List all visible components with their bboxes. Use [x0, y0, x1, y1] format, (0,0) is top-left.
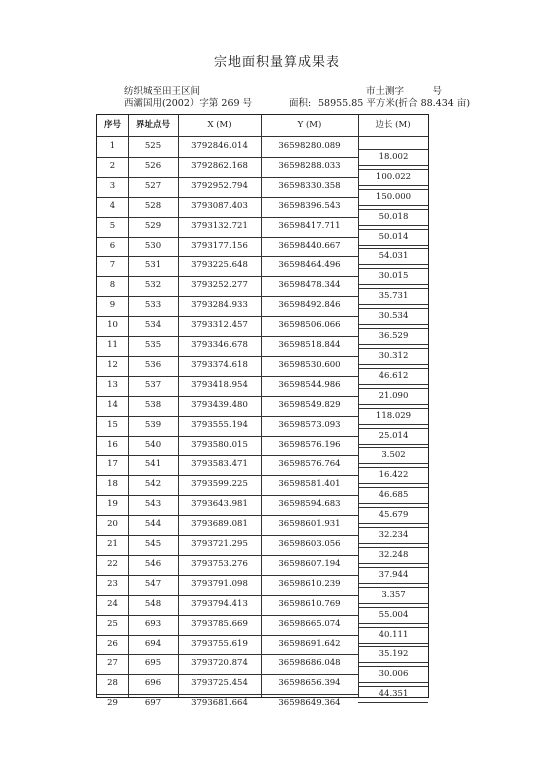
row-divider	[97, 654, 358, 655]
edge-length: 40.111	[378, 629, 409, 640]
edge-length: 32.234	[378, 530, 409, 540]
row-divider	[97, 436, 358, 437]
row-y: 36598601.931	[278, 519, 341, 530]
row-x: 3793225.648	[191, 260, 248, 271]
edge-length: 46.685	[378, 490, 409, 501]
edge-length: 150.000	[375, 191, 412, 202]
edge-length: 30.312	[378, 350, 409, 361]
edge-box-line	[358, 503, 428, 504]
edge-box-line	[358, 424, 428, 425]
edge-length: 50.018	[378, 211, 409, 222]
owner-name: 纺织城至田王区间	[124, 86, 201, 97]
row-seq: 1	[109, 141, 116, 151]
row-divider	[97, 455, 358, 456]
row-y: 36598506.066	[278, 320, 341, 331]
row-seq: 2	[109, 160, 116, 171]
row-y: 36598607.194	[278, 558, 341, 569]
row-seq: 8	[109, 280, 116, 291]
edge-length: 37.944	[378, 569, 409, 580]
edge-length: 45.679	[378, 510, 409, 521]
edge-length: 30.534	[378, 311, 409, 322]
edge-length: 118.029	[375, 410, 412, 421]
edge-length: 16.422	[378, 470, 409, 481]
row-seq: 19	[107, 499, 118, 510]
edge-box-line	[358, 205, 428, 206]
row-y: 36598518.844	[278, 340, 341, 350]
row-x: 3793284.933	[191, 300, 248, 311]
row-seq: 27	[107, 658, 118, 669]
edge-box-line	[358, 702, 428, 703]
row-x: 3793346.678	[191, 340, 248, 350]
edge-box-line	[358, 245, 428, 246]
edge-box-line	[358, 662, 428, 663]
row-x: 3793374.618	[191, 359, 248, 370]
row-y: 36598665.074	[278, 618, 341, 629]
row-point: 541	[144, 459, 162, 470]
row-x: 3793721.295	[191, 539, 248, 549]
row-divider	[97, 495, 358, 496]
row-point: 535	[144, 340, 162, 350]
edge-length: 55.004	[378, 609, 409, 620]
edge-length: 50.014	[378, 231, 409, 242]
row-x: 3792846.014	[191, 141, 248, 151]
edge-length: 35.192	[378, 649, 409, 660]
header-y: Y (M)	[297, 120, 322, 130]
edge-box-line	[358, 284, 428, 285]
row-point: 697	[144, 698, 162, 709]
row-point: 537	[144, 379, 162, 390]
edge-length: 36.529	[378, 331, 409, 341]
row-point: 548	[144, 598, 162, 609]
row-divider	[97, 635, 358, 636]
row-point: 525	[144, 141, 162, 151]
area-value: 58955.85 平方米(折合 88.434 亩)	[318, 98, 471, 109]
row-y: 36598288.033	[278, 160, 341, 171]
area-label: 面积:	[289, 98, 312, 109]
row-divider	[97, 197, 358, 198]
row-divider	[97, 276, 358, 277]
row-divider	[97, 674, 358, 675]
row-seq: 4	[109, 200, 116, 211]
row-y: 36598649.364	[278, 698, 341, 709]
row-divider	[97, 376, 358, 377]
row-y: 36598478.344	[278, 280, 341, 291]
row-divider	[97, 296, 358, 297]
row-divider	[97, 157, 358, 158]
row-y: 36598280.089	[278, 141, 341, 151]
row-x: 3793580.015	[191, 439, 248, 450]
row-seq: 21	[107, 539, 118, 549]
row-y: 36598581.401	[278, 479, 341, 490]
row-x: 3793794.413	[191, 598, 248, 609]
row-x: 3793177.156	[191, 240, 248, 251]
row-seq: 23	[107, 578, 118, 589]
row-seq: 14	[107, 399, 118, 410]
row-y: 36598594.683	[278, 499, 341, 510]
row-divider	[97, 316, 358, 317]
header-point: 界址点号	[135, 120, 170, 130]
row-seq: 10	[107, 320, 118, 331]
row-y: 36598603.056	[278, 539, 341, 549]
row-seq: 25	[107, 618, 118, 629]
row-y: 36598440.667	[278, 240, 341, 251]
row-seq: 5	[109, 220, 116, 231]
document-title: 宗地面积量算成果表	[213, 55, 340, 70]
row-x: 3793720.874	[191, 658, 248, 669]
row-point: 526	[144, 160, 162, 171]
edge-length: 18.002	[378, 151, 409, 162]
row-x: 3793439.480	[191, 399, 248, 410]
edge-length: 54.031	[378, 251, 409, 262]
row-divider	[97, 535, 358, 536]
row-point: 543	[144, 499, 162, 510]
row-seq: 16	[107, 439, 118, 450]
edge-box-line	[358, 563, 428, 564]
row-point: 694	[144, 638, 162, 649]
row-point: 693	[144, 618, 162, 629]
row-x: 3793555.194	[191, 419, 248, 430]
row-y: 36598610.239	[278, 578, 341, 589]
row-divider	[97, 416, 358, 417]
row-x: 3793087.403	[191, 200, 248, 211]
row-y: 36598530.600	[278, 359, 341, 370]
row-x: 3793418.954	[191, 379, 248, 390]
survey-number: 市土测字 号	[366, 86, 443, 97]
edge-box-line	[358, 603, 428, 604]
row-seq: 13	[107, 379, 118, 390]
header-edge: 边长 (M)	[375, 120, 411, 130]
row-point: 540	[144, 439, 162, 450]
edge-length: 35.731	[378, 291, 409, 302]
row-x: 3793583.471	[191, 459, 248, 470]
row-x: 3793312.457	[191, 320, 248, 331]
edge-box-line	[358, 344, 428, 345]
row-divider	[97, 615, 358, 616]
edge-length: 44.351	[378, 689, 409, 700]
row-seq: 22	[107, 558, 118, 569]
row-seq: 9	[109, 300, 116, 311]
edge-box-line	[358, 185, 428, 186]
edge-box-line	[358, 444, 428, 445]
edge-box-line	[358, 543, 428, 544]
row-point: 545	[144, 539, 162, 549]
row-x: 3793252.277	[191, 280, 248, 291]
row-y: 36598464.496	[278, 260, 341, 271]
row-divider	[97, 396, 358, 397]
row-point: 542	[144, 479, 162, 490]
row-seq: 26	[107, 638, 118, 649]
edge-length: 3.502	[381, 450, 406, 461]
row-y: 36598576.196	[278, 439, 341, 450]
row-x: 3793755.619	[191, 638, 248, 649]
row-seq: 11	[107, 340, 118, 350]
row-point: 527	[144, 180, 162, 191]
row-divider	[97, 217, 358, 218]
row-point: 529	[144, 220, 162, 231]
row-point: 534	[144, 320, 162, 331]
edge-box-line	[358, 324, 428, 325]
row-seq: 15	[107, 419, 118, 430]
edge-length: 3.357	[381, 589, 406, 600]
edge-length: 30.006	[378, 669, 409, 680]
edge-length: 100.022	[375, 171, 412, 182]
row-seq: 17	[107, 459, 118, 470]
row-divider	[97, 237, 358, 238]
row-point: 530	[144, 240, 162, 251]
row-point: 532	[144, 280, 162, 291]
row-y: 36598576.764	[278, 459, 341, 470]
edge-length: 46.612	[378, 370, 409, 381]
edge-box-line	[358, 643, 428, 644]
row-x: 3793132.721	[191, 220, 248, 231]
edge-box-line	[358, 264, 428, 265]
edge-box-line	[358, 225, 428, 226]
row-point: 539	[144, 419, 162, 430]
row-seq: 7	[109, 260, 116, 271]
row-y: 36598330.358	[278, 180, 341, 191]
edge-box-line	[358, 682, 428, 683]
header-x: X (M)	[207, 120, 232, 130]
row-x: 3793753.276	[191, 558, 248, 569]
row-x: 3793791.098	[191, 578, 248, 589]
row-x: 3793785.669	[191, 618, 248, 629]
coordinate-table	[96, 114, 429, 709]
row-y: 36598573.093	[278, 419, 341, 430]
row-point: 547	[144, 578, 162, 589]
row-point: 538	[144, 399, 162, 410]
row-divider	[97, 336, 358, 337]
row-y: 36598544.986	[278, 379, 341, 390]
edge-box-line	[358, 623, 428, 624]
row-x: 3792862.168	[191, 160, 248, 171]
row-seq: 28	[107, 678, 118, 689]
row-point: 695	[144, 658, 162, 669]
row-point: 544	[144, 519, 162, 530]
edge-box-line	[358, 384, 428, 385]
row-y: 36598656.394	[278, 678, 341, 689]
row-x: 3793689.081	[191, 519, 248, 530]
edge-box-line	[358, 583, 428, 584]
header-seq: 序号	[103, 120, 121, 130]
row-y: 36598492.846	[278, 300, 341, 311]
edge-box-line	[358, 364, 428, 365]
row-point: 546	[144, 558, 162, 569]
row-y: 36598686.048	[278, 658, 341, 669]
edge-box-line	[358, 483, 428, 484]
row-seq: 12	[107, 359, 118, 370]
row-divider	[97, 595, 358, 596]
edge-box-line	[358, 404, 428, 405]
row-seq: 6	[109, 240, 116, 251]
row-y: 36598417.711	[278, 220, 341, 231]
row-divider	[97, 475, 358, 476]
row-divider	[97, 694, 358, 695]
row-seq: 3	[109, 180, 116, 191]
row-y: 36598691.642	[278, 638, 341, 649]
row-point: 533	[144, 300, 162, 311]
row-divider	[97, 555, 358, 556]
edge-box-line	[358, 304, 428, 305]
row-y: 36598610.769	[278, 598, 341, 609]
edge-box-line	[358, 463, 428, 464]
row-y: 36598396.543	[278, 200, 341, 211]
edge-box-line	[358, 165, 428, 166]
edge-length: 32.248	[378, 549, 409, 560]
register-number: 西灞国用(2002）字第 269 号	[124, 98, 253, 109]
row-divider	[97, 256, 358, 257]
row-divider	[97, 575, 358, 576]
row-x: 3793599.225	[191, 479, 248, 490]
row-seq: 24	[107, 598, 118, 609]
edge-length: 30.015	[378, 271, 409, 282]
row-seq: 18	[107, 479, 118, 490]
edge-length: 21.090	[378, 390, 409, 401]
edge-length: 25.014	[378, 430, 409, 441]
row-seq: 20	[107, 519, 118, 530]
edge-box-line	[358, 523, 428, 524]
row-x: 3793643.981	[191, 499, 248, 510]
row-y: 36598549.829	[278, 399, 341, 410]
row-point: 696	[144, 678, 162, 689]
row-divider	[97, 356, 358, 357]
row-divider	[97, 177, 358, 178]
row-seq: 29	[107, 698, 118, 709]
row-x: 3792952.794	[191, 180, 248, 191]
row-point: 536	[144, 359, 162, 370]
row-point: 531	[144, 260, 162, 271]
row-point: 528	[144, 200, 162, 211]
row-x: 3793681.664	[191, 698, 248, 709]
row-x: 3793725.454	[191, 678, 248, 689]
row-divider	[97, 515, 358, 516]
